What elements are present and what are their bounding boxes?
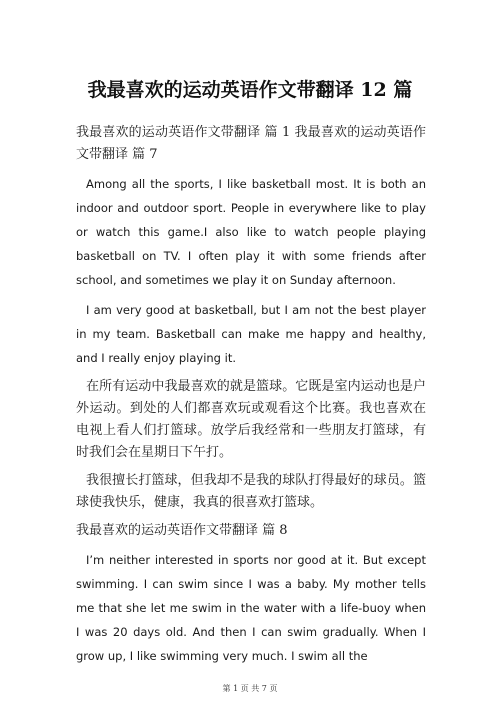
paragraph-en-1: Among all the sports, I like basketball most. It is both an indoor and outdoor sport. People in everywhere like to play or watch this game.I also like to watch people playing basketball on TV. I often play it with some friends after school, and sometimes we play it on Sunday afternoon. bbox=[76, 177, 426, 287]
paragraph-cn-2: 我很擅长打篮球，但我却不是我的球队打得最好的球员。篮球使我快乐，健康，我真的很喜欢打篮球。 bbox=[76, 473, 426, 510]
paragraph-en-3: I’m neither interested in sports nor good at it. But except swimming. I can swim since I was a baby. My mother tells me that she let me swim in the water with a life-buoy when I was 20 days old. And then I can swim gradually. When I grow up, I like swimming very much. I swim all the bbox=[76, 553, 426, 663]
page-footer: 第 1 页 共 7 页 bbox=[222, 684, 278, 693]
document-body bbox=[76, 122, 426, 668]
paragraph-cn-1: 在所有运动中我最喜欢的就是篮球。它既是室内运动也是户外运动。到处的人们都喜欢玩或观看这个比赛。我也喜欢在电视上看人们打篮球。放学后我经常和一些朋友打篮球，有时我们会在星期日下午打。 bbox=[76, 379, 426, 460]
document-title: 我最喜欢的运动英语作文带翻译 12 篇 bbox=[87, 79, 413, 101]
intro-heading: 我最喜欢的运动英语作文带翻译 篇 1 我最喜欢的运动英语作文带翻译 篇 7 bbox=[76, 125, 426, 162]
section-heading: 我最喜欢的运动英语作文带翻译 篇 8 bbox=[76, 523, 288, 538]
paragraph-en-2: I am very good at basketball, but I am not the best player in my team. Basketball can make me happy and healthy, and I really enjoy playing it. bbox=[76, 303, 426, 365]
